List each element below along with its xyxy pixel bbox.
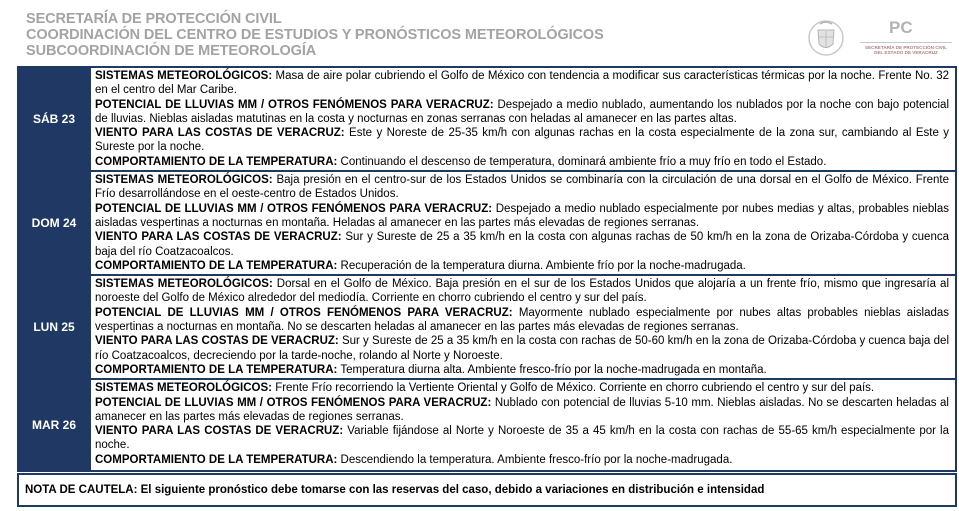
forecast-row	[18, 67, 956, 171]
logo-subtitle	[856, 45, 956, 56]
lluvias-label: POTENCIAL DE LLUVIAS MM / OTROS FENÓMENOS PARA VERACRUZ:	[95, 396, 492, 409]
forecast-text	[90, 379, 956, 471]
lluvias-text: Despejado a medio nublado especialmente por nubes medias y altas, probables nieblas aisladas vespertinas a nocturnas en montaña. Heladas al amanecer en las partes más elevadas de regiones serranas.	[95, 202, 950, 229]
logo-abbr: PC	[889, 18, 913, 37]
forecast-row	[18, 379, 956, 471]
header-secretaria: SECRETARÍA DE PROTECCIÓN CIVIL	[26, 11, 282, 27]
temperatura-label: COMPORTAMIENTO DE LA TEMPERATURA:	[95, 363, 338, 376]
temperatura-text: Continuando el descenso de temperatura, dominará ambiente frío a muy frío en todo el Estado.	[340, 155, 827, 168]
temperatura-text: Descendiendo la temperatura. Ambiente fresco-frío por la noche-madrugada.	[340, 453, 733, 466]
sistemas-text: Masa de aire polar cubriendo el Golfo de México con tendencia a modificar sus características térmicas por la noche. Frente No. 32 en el centro del Mar Caribe.	[95, 70, 949, 97]
viento-label: VIENTO PARA LAS COSTAS DE VERACRUZ:	[95, 231, 342, 244]
lluvias-text: Mayormente nublado especialmente por nubes altas probables nieblas aisladas vespertinas a nocturnas en montaña. No se descarten heladas al amanecer en las partes más elevadas de regiones serranas.	[95, 306, 950, 334]
lluvias-text: Despejado a medio nublado, aumentando los nublados por la noche con bajo potencial de lluvias. Nieblas aisladas matutinas en la costa y nocturnas en zonas serranas con heladas al amanecer en las partes altas.	[95, 98, 950, 125]
caution-note: NOTA DE CAUTELA: El siguiente pronóstico debe tomarse con las reservas del caso, debido a variaciones en distribución e intensidad	[17, 473, 957, 507]
forecast-row	[18, 171, 956, 275]
temperatura-label: COMPORTAMIENTO DE LA TEMPERATURA:	[95, 259, 338, 272]
viento-label: VIENTO PARA LAS COSTAS DE VERACRUZ:	[95, 127, 345, 140]
veracruz-seal-icon	[806, 18, 846, 58]
temperatura-label: COMPORTAMIENTO DE LA TEMPERATURA:	[95, 155, 338, 168]
temperatura-label: COMPORTAMIENTO DE LA TEMPERATURA:	[95, 453, 338, 466]
sistemas-label: SISTEMAS METEOROLÓGICOS:	[95, 278, 273, 291]
sistemas-label: SISTEMAS METEOROLÓGICOS:	[95, 174, 273, 187]
lluvias-text: Nublado con potencial de lluvias 5-10 mm. Nieblas aisladas. No se descarten heladas al amanecer en las partes más elevadas de regiones serranas.	[95, 396, 949, 423]
lluvias-label: POTENCIAL DE LLUVIAS MM / OTROS FENÓMENOS PARA VERACRUZ:	[95, 306, 513, 319]
sistemas-text: Baja presión en el centro-sur de los Estados Unidos se combinaría con la circulación de una dorsal en el Golfo de México. Frente Frío desarrollándose en el oeste-centro de Estados Unidos.	[95, 174, 949, 201]
forecast-text	[90, 67, 956, 171]
viento-text: Sur y Sureste de 25 a 35 km/h en la costa con rachas de 50-60 km/h en la zona de Orizaba-Córdoba y cuenca baja del río Coatzacoalcos, decreciendo por la tarde-noche, rolando al Norte y Noroeste.	[95, 335, 949, 362]
viento-text: Sur y Sureste de 25 a 35 km/h en la costa con algunas rachas de 50 km/h en la zona de Orizaba-Córdoba y cuenca baja del río Coatzacoalcos.	[95, 231, 949, 258]
viento-text: Variable fijándose al Norte y Noroeste de 35 a 45 km/h en la costa con rachas de 55-65 km/h especialmente por la noche.	[95, 425, 949, 452]
day-label: LUN 25	[18, 275, 90, 379]
viento-text: Este y Noreste de 25-35 km/h con algunas rachas en la costa especialmente de la zona sur, cambiando al Este y Sureste por la noche.	[95, 127, 949, 154]
viento-label: VIENTO PARA LAS COSTAS DE VERACRUZ:	[95, 335, 339, 348]
sistemas-label: SISTEMAS METEOROLÓGICOS:	[95, 70, 273, 82]
forecast-row	[18, 275, 956, 379]
temperatura-text: Recuperación de la temperatura diurna. Ambiente frío por la noche-madrugada.	[340, 259, 746, 272]
document-header	[26, 11, 604, 59]
day-label: DOM 24	[18, 171, 90, 275]
forecast-text	[90, 275, 956, 379]
logo-subtitle-1: SECRETARÍA DE PROTECCIÓN CIVIL	[865, 45, 947, 50]
header-coordinacion: COORDINACIÓN DEL CENTRO DE ESTUDIOS Y PRONÓSTICOS METEOROLÓGICOS	[26, 27, 604, 43]
lluvias-label: POTENCIAL DE LLUVIAS MM / OTROS FENÓMENOS PARA VERACRUZ:	[95, 202, 493, 215]
viento-label: VIENTO PARA LAS COSTAS DE VERACRUZ:	[95, 425, 344, 438]
sistemas-label: SISTEMAS METEOROLÓGICOS:	[95, 382, 272, 395]
logo-divider	[860, 42, 952, 43]
forecast-table	[17, 66, 957, 472]
sistemas-text: Frente Frío recorriendo la Vertiente Oriental y Golfo de México. Corriente en chorro cubriendo el centro y sur del país.	[275, 382, 875, 395]
logo-subtitle-2: DEL ESTADO DE VERACRUZ	[874, 50, 938, 56]
proteccion-civil-logo	[856, 16, 952, 60]
temperatura-text: Temperatura diurna alta. Ambiente fresco-frío por la noche-madrugada en montaña.	[340, 363, 767, 376]
header-subcoordinacion: SUBCOORDINACIÓN DE METEOROLOGÍA	[26, 43, 317, 59]
forecast-text	[90, 171, 956, 275]
sistemas-text: Dorsal en el Golfo de México. Baja presión en el sur de los Estados Unidos que alojaría a un frente frío, mismo que ingresaría al noroeste del Golfo de México alrededor del mediodía. Corriente en chorro cubriendo el centro y sur del país.	[95, 278, 949, 305]
lluvias-label: POTENCIAL DE LLUVIAS MM / OTROS FENÓMENOS PARA VERACRUZ:	[95, 98, 494, 111]
day-label: MAR 26	[18, 379, 90, 471]
day-label: SÁB 23	[18, 67, 90, 171]
